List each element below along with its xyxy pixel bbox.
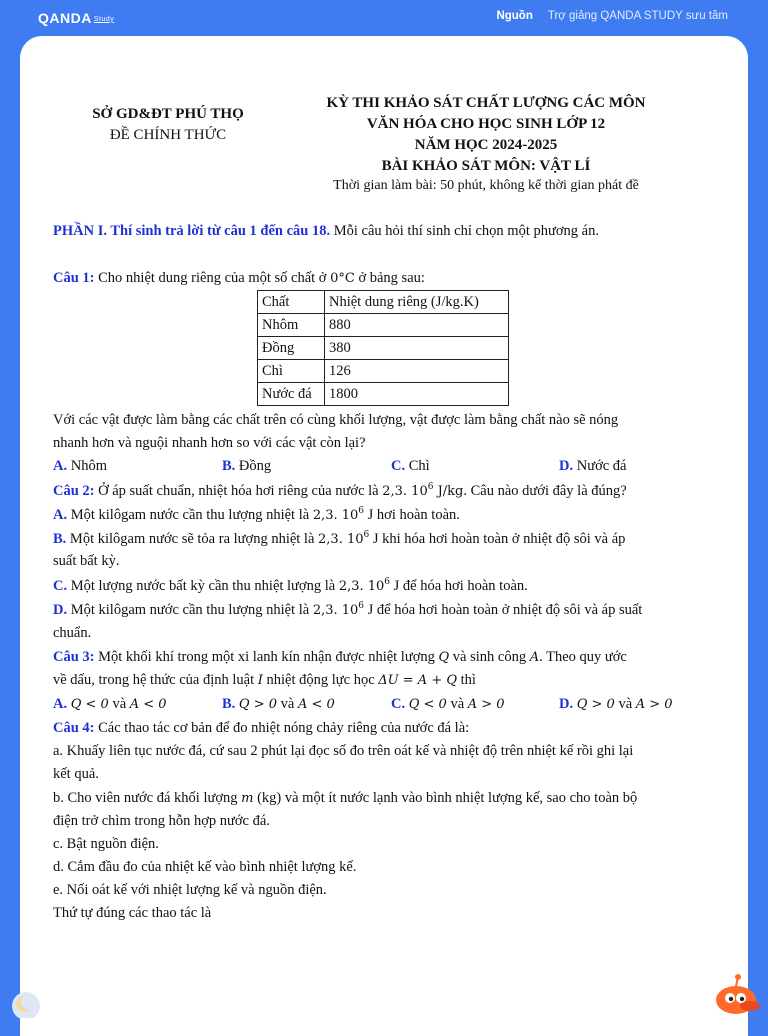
q2-option-b-cont: suất bất kỳ. xyxy=(53,553,120,569)
exam-title-line2: VĂN HÓA CHO HỌC SINH LỚP 12 xyxy=(366,116,606,132)
table-cell: 380 xyxy=(325,337,509,360)
condition: A > 0 xyxy=(467,697,505,712)
symbol-a: A xyxy=(529,650,540,665)
option-key: D. xyxy=(559,696,574,712)
moon-decoration-icon xyxy=(4,986,48,1018)
exponent: 6 xyxy=(363,530,370,540)
option-key: D. xyxy=(53,601,68,618)
q1-option-b[interactable] xyxy=(222,458,271,475)
question-1-body-line1: Với các vật được làm bằng các chất trên có cùng khối lượng, vật được làm bằng chất nào sẽ nóng xyxy=(53,412,619,428)
temperature-value: 0°C xyxy=(330,271,355,286)
option-key: A. xyxy=(53,696,68,712)
source-text: Trợ giảng QANDA STUDY sưu tầm xyxy=(547,10,728,22)
option-key: D. xyxy=(559,458,574,474)
option-key: A. xyxy=(53,506,68,523)
condition: A > 0 xyxy=(635,697,673,712)
option-text: Một kilôgam nước cần thu lượng nhiệt là xyxy=(67,601,313,618)
option-key: C. xyxy=(53,577,68,594)
time-limit: Thời gian làm bài: 50 phút, không kể thời gian phát đề xyxy=(333,178,639,193)
option-text: Chì xyxy=(405,458,430,474)
option-key: B. xyxy=(53,530,67,547)
table-row xyxy=(258,383,509,406)
step-d: d. Cắm đầu đo của nhiệt kế vào bình nhiệt lượng kế. xyxy=(53,859,357,875)
value: 2,3. 10 xyxy=(318,531,364,547)
latent-heat-value: 2,3. 10 xyxy=(382,483,428,499)
table-header-row xyxy=(258,291,509,314)
q1-option-d[interactable] xyxy=(559,458,626,475)
option-text: Một kilôgam nước sẽ tỏa ra lượng nhiệt là xyxy=(66,530,319,547)
q2-option-c[interactable] xyxy=(53,577,528,595)
question-2-label: Câu 2: xyxy=(53,482,95,499)
step-text: b. Cho viên nước đá khối lượng xyxy=(53,790,242,806)
step-a-line1: a. Khuấy liên tục nước đá, cứ sau 2 phút lại đọc số đo trên oát kế và nhiệt độ trên nhiệt kế rồi ghi lại xyxy=(53,743,634,759)
symbol-i: I xyxy=(257,673,263,688)
logo-subtext: Study xyxy=(93,15,115,23)
q3-option-b[interactable] xyxy=(222,696,335,713)
question-3-line2 xyxy=(53,672,476,689)
exam-title-line1: KỲ THI KHẢO SÁT CHẤT LƯỢNG CÁC MÔN xyxy=(326,95,646,111)
exponent: 6 xyxy=(358,601,365,611)
qanda-logo[interactable] xyxy=(38,10,114,26)
condition: Q < 0 xyxy=(70,697,109,712)
table-cell: 1800 xyxy=(325,383,509,406)
q1-option-c[interactable] xyxy=(391,458,430,475)
department-name: SỞ GD&ĐT PHÚ THỌ xyxy=(92,106,244,122)
q2-option-d[interactable] xyxy=(53,601,642,619)
question-3-text: Một khối khí trong một xi lanh kín nhận được nhiệt lượng xyxy=(94,649,439,665)
option-key: C. xyxy=(391,458,406,474)
source-info xyxy=(496,10,728,22)
table-row xyxy=(258,337,509,360)
option-text: Một kilôgam nước cần thu lượng nhiệt là xyxy=(67,506,313,523)
q1-option-a[interactable] xyxy=(53,458,107,475)
conjunction: và xyxy=(614,696,636,712)
option-text: Một lượng nước bất kỳ cần thu nhiệt lượng là xyxy=(67,577,339,594)
part1-heading: PHẦN I. Thí sinh trả lời từ câu 1 đến câu 18. xyxy=(53,223,331,239)
condition: A < 0 xyxy=(129,697,167,712)
question-4-text: Các thao tác cơ bản để đo nhiệt nóng chảy riêng của nước đá là: xyxy=(94,720,470,736)
value: 2,3. 10 xyxy=(312,507,359,523)
question-3-label: Câu 3: xyxy=(53,649,95,665)
table-row xyxy=(258,360,509,383)
question-1-text: Cho nhiệt dung riêng của một số chất ở xyxy=(94,270,331,286)
question-4-label: Câu 4: xyxy=(53,720,95,736)
question-3-text: nhiệt động lực học xyxy=(262,672,379,688)
exponent: 6 xyxy=(358,506,365,516)
mascot-icon[interactable] xyxy=(710,972,762,1016)
conjunction: và xyxy=(446,696,468,712)
option-key: C. xyxy=(391,696,406,712)
symbol-m: m xyxy=(241,791,254,806)
question-2-text-end: . Câu nào dưới đây là đúng? xyxy=(463,482,627,499)
specific-heat-table xyxy=(257,290,509,406)
unit: J/kg xyxy=(433,483,464,499)
question-3-stem xyxy=(53,649,627,666)
question-2-stem xyxy=(53,482,627,500)
option-text: J khi hóa hơi hoàn toàn ở nhiệt độ sôi và áp xyxy=(369,530,626,547)
part1-instruction xyxy=(53,223,599,240)
table-row xyxy=(258,314,509,337)
value: 2,3. 10 xyxy=(338,578,385,594)
first-law-formula: ΔU = A + Q xyxy=(378,673,458,688)
school-year: NĂM HỌC 2024-2025 xyxy=(414,137,558,153)
top-bar xyxy=(0,0,768,36)
source-label: Nguồn xyxy=(496,10,533,22)
value: 2,3. 10 xyxy=(312,602,359,618)
question-3-text: và sinh công xyxy=(449,649,530,665)
option-key: B. xyxy=(222,696,236,712)
step-a-line2: kết quả. xyxy=(53,766,99,782)
step-e: e. Nối oát kế với nhiệt lượng kế và nguồn điện. xyxy=(53,882,327,898)
subject-title: BÀI KHẢO SÁT MÔN: VẬT LÍ xyxy=(381,158,591,174)
table-cell: Nhôm xyxy=(258,314,325,337)
condition: Q > 0 xyxy=(576,697,615,712)
option-text: J để hóa hơi hoàn toàn ở nhiệt độ sôi và áp suất xyxy=(364,601,643,618)
step-b-line1 xyxy=(53,790,637,807)
q2-option-b[interactable] xyxy=(53,530,625,548)
question-1-body-line2: nhanh hơn và nguội nhanh hơn so với các vật còn lại? xyxy=(53,435,366,451)
option-key: B. xyxy=(222,458,236,474)
exponent: 6 xyxy=(384,577,391,587)
symbol-q: Q xyxy=(438,650,450,665)
q2-option-d-cont: chuẩn. xyxy=(53,625,92,641)
table-cell: 126 xyxy=(325,360,509,383)
option-text: Nước đá xyxy=(573,458,627,474)
option-text: J hơi hoàn toàn. xyxy=(364,506,460,523)
condition: Q > 0 xyxy=(238,697,278,712)
step-c: c. Bật nguồn điện. xyxy=(53,836,159,852)
question-4-stem xyxy=(53,720,469,737)
condition: Q < 0 xyxy=(408,697,447,712)
question-1-stem xyxy=(53,270,425,287)
exam-paper xyxy=(20,36,748,1036)
exponent: 6 xyxy=(427,482,434,492)
q2-option-a[interactable] xyxy=(53,506,460,524)
part1-text: Mỗi câu hỏi thí sinh chỉ chọn một phương án. xyxy=(330,223,599,239)
table-header-cell: Chất xyxy=(258,291,325,314)
option-text: Nhôm xyxy=(67,458,107,474)
question-4-final: Thứ tự đúng các thao tác là xyxy=(53,905,212,921)
option-key: A. xyxy=(53,458,68,474)
question-2-text: Ở áp suất chuẩn, nhiệt hóa hơi riêng của nước là xyxy=(94,482,383,499)
q3-option-a[interactable] xyxy=(53,696,167,713)
table-cell: 880 xyxy=(325,314,509,337)
logo-text: QANDA xyxy=(38,10,92,26)
table-header-cell: Nhiệt dung riêng (J/kg.K) xyxy=(325,291,509,314)
question-1-label: Câu 1: xyxy=(53,270,95,286)
step-text: (kg) và một ít nước lạnh vào bình nhiệt lượng kế, sao cho toàn bộ xyxy=(253,790,638,806)
official-label: ĐỀ CHÍNH THỨC xyxy=(109,127,227,143)
question-3-text: về dấu, trong hệ thức của định luật xyxy=(53,672,258,688)
option-text: Đồng xyxy=(235,458,272,474)
condition: A < 0 xyxy=(297,697,335,712)
q3-option-d[interactable] xyxy=(559,696,673,713)
question-1-text-end: ở bảng sau: xyxy=(354,270,425,286)
table-cell: Nước đá xyxy=(258,383,325,406)
table-cell: Đồng xyxy=(258,337,325,360)
table-cell: Chì xyxy=(258,360,325,383)
option-text: J để hóa hơi hoàn toàn. xyxy=(390,577,528,594)
q3-option-c[interactable] xyxy=(391,696,505,713)
question-3-text: thì xyxy=(457,672,476,688)
question-3-text: . Theo quy ước xyxy=(539,649,627,665)
conjunction: và xyxy=(277,696,298,712)
step-b-line2: điện trở chìm trong hỗn hợp nước đá. xyxy=(53,813,270,829)
conjunction: và xyxy=(108,696,130,712)
